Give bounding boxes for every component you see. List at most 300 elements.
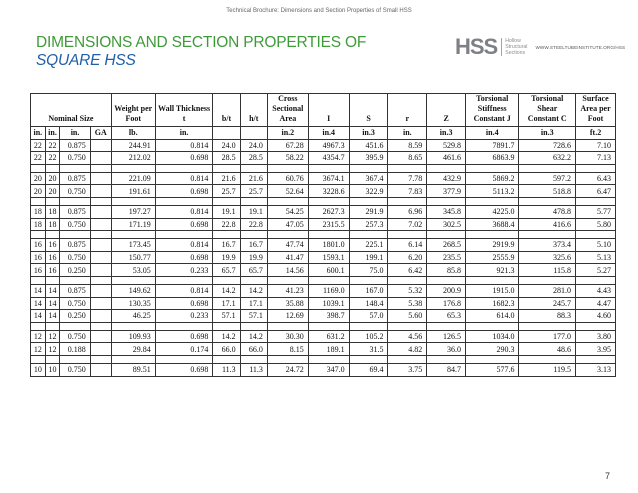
table-cell: 41.47 <box>267 251 308 264</box>
table-cell: 632.2 <box>519 152 576 165</box>
table-cell: 2315.5 <box>308 218 349 231</box>
table-cell: 7891.7 <box>466 139 519 152</box>
table-cell: 189.1 <box>308 343 349 356</box>
unit-cell: in. <box>155 127 213 140</box>
table-cell: 60.76 <box>267 172 308 185</box>
table-cell: 0.750 <box>60 218 90 231</box>
table-cell: 3688.4 <box>466 218 519 231</box>
table-cell: 21.6 <box>213 172 240 185</box>
table-cell: 65.3 <box>427 310 466 323</box>
spacer-cell <box>576 322 616 330</box>
table-cell: 0.750 <box>60 363 90 376</box>
hss-logo-mark: HSS <box>455 34 498 59</box>
table-cell: 52.64 <box>267 185 308 198</box>
table-cell: 16 <box>31 239 46 252</box>
header-torsional-stiffness: Torsional Stiffness Constant J <box>466 94 519 127</box>
table-cell: 3.95 <box>576 343 616 356</box>
table-cell: 19.9 <box>213 251 240 264</box>
table-cell: 24.72 <box>267 363 308 376</box>
unit-cell: ft.2 <box>576 127 616 140</box>
section-properties-table <box>30 93 616 377</box>
table-cell: 14 <box>31 310 46 323</box>
spacer-cell <box>388 197 427 205</box>
spacer-cell <box>576 164 616 172</box>
spacer-cell <box>308 276 349 284</box>
table-body <box>31 139 616 376</box>
unit-cell: in.3 <box>349 127 388 140</box>
unit-cell: GA <box>90 127 111 140</box>
table-row <box>31 251 616 264</box>
spacer-cell <box>45 276 60 284</box>
unit-cell: in. <box>45 127 60 140</box>
spacer-cell <box>427 276 466 284</box>
table-cell: 16 <box>45 239 60 252</box>
header-s: S <box>349 94 388 127</box>
spacer-cell <box>576 355 616 363</box>
title-line-1: DIMENSIONS AND SECTION PROPERTIES OF <box>36 34 367 51</box>
table-cell: 149.62 <box>111 284 155 297</box>
table-cell: 41.23 <box>267 284 308 297</box>
group-spacer-row <box>31 355 616 363</box>
table-cell: 1593.1 <box>308 251 349 264</box>
table-cell: 478.8 <box>519 205 576 218</box>
table-cell: 0.750 <box>60 297 90 310</box>
unit-cell <box>240 127 267 140</box>
table-cell: 18 <box>31 205 46 218</box>
table-cell: 6863.9 <box>466 152 519 165</box>
table-cell: 197.27 <box>111 205 155 218</box>
table-cell: 19.1 <box>240 205 267 218</box>
spacer-cell <box>308 355 349 363</box>
spacer-cell <box>90 231 111 239</box>
spacer-cell <box>155 276 213 284</box>
spacer-cell <box>427 197 466 205</box>
spacer-cell <box>349 276 388 284</box>
table-cell: 451.6 <box>349 139 388 152</box>
table-cell: 200.9 <box>427 284 466 297</box>
table-cell: 0.698 <box>155 363 213 376</box>
table-cell <box>90 139 111 152</box>
spacer-cell <box>31 164 46 172</box>
spacer-cell <box>111 276 155 284</box>
table-cell: 177.0 <box>519 330 576 343</box>
table-cell: 225.1 <box>349 239 388 252</box>
table-cell: 7.78 <box>388 172 427 185</box>
table-cell: 31.5 <box>349 343 388 356</box>
table-cell: 16 <box>31 264 46 277</box>
table-cell: 221.09 <box>111 172 155 185</box>
table-cell: 529.8 <box>427 139 466 152</box>
table-cell: 16.7 <box>240 239 267 252</box>
table-row <box>31 139 616 152</box>
table-cell: 22 <box>45 139 60 152</box>
header-area: Cross Sectional Area <box>267 94 308 127</box>
table-cell: 18 <box>45 205 60 218</box>
spacer-cell <box>111 197 155 205</box>
spacer-cell <box>388 164 427 172</box>
spacer-cell <box>213 231 240 239</box>
table-cell: 5.60 <box>388 310 427 323</box>
spacer-cell <box>60 197 90 205</box>
table-cell: 0.875 <box>60 284 90 297</box>
table-cell: 1169.0 <box>308 284 349 297</box>
table-row <box>31 205 616 218</box>
table-cell: 461.6 <box>427 152 466 165</box>
table-cell: 2627.3 <box>308 205 349 218</box>
spacer-cell <box>213 355 240 363</box>
table-cell: 5.13 <box>576 251 616 264</box>
spacer-cell <box>576 276 616 284</box>
table-cell: 0.875 <box>60 239 90 252</box>
spacer-cell <box>267 231 308 239</box>
table-units-row <box>31 127 616 140</box>
table-cell <box>90 152 111 165</box>
table-cell: 0.875 <box>60 205 90 218</box>
table-cell: 0.814 <box>155 239 213 252</box>
spacer-cell <box>576 197 616 205</box>
spacer-cell <box>466 355 519 363</box>
spacer-cell <box>519 164 576 172</box>
table-cell: 35.88 <box>267 297 308 310</box>
table-cell: 22.8 <box>240 218 267 231</box>
spacer-cell <box>388 322 427 330</box>
table-cell: 302.5 <box>427 218 466 231</box>
table-cell: 0.698 <box>155 185 213 198</box>
unit-cell: in.3 <box>519 127 576 140</box>
spacer-cell <box>349 197 388 205</box>
table-cell: 6.42 <box>388 264 427 277</box>
table-cell: 0.698 <box>155 152 213 165</box>
spacer-cell <box>349 322 388 330</box>
table-cell: 69.4 <box>349 363 388 376</box>
header-z: Z <box>427 94 466 127</box>
table-cell: 22 <box>31 152 46 165</box>
table-row <box>31 218 616 231</box>
unit-cell: in. <box>388 127 427 140</box>
spacer-cell <box>60 276 90 284</box>
spacer-cell <box>308 164 349 172</box>
table-row <box>31 297 616 310</box>
table-cell: 398.7 <box>308 310 349 323</box>
header-surface-area: Surface Area per Foot <box>576 94 616 127</box>
unit-cell: in.2 <box>267 127 308 140</box>
table-cell: 24.0 <box>240 139 267 152</box>
table-cell: 29.84 <box>111 343 155 356</box>
table-cell: 20 <box>31 185 46 198</box>
spacer-cell <box>349 355 388 363</box>
table-cell: 0.875 <box>60 139 90 152</box>
table-cell: 7.13 <box>576 152 616 165</box>
table-cell: 0.698 <box>155 218 213 231</box>
spacer-cell <box>31 355 46 363</box>
spacer-cell <box>31 231 46 239</box>
spacer-cell <box>90 322 111 330</box>
table-cell: 5.77 <box>576 205 616 218</box>
table-cell: 518.8 <box>519 185 576 198</box>
table-cell: 25.7 <box>240 185 267 198</box>
spacer-cell <box>267 164 308 172</box>
table-cell: 0.698 <box>155 330 213 343</box>
table-row <box>31 264 616 277</box>
table-cell: 5.80 <box>576 218 616 231</box>
unit-cell: in. <box>60 127 90 140</box>
table-cell: 66.0 <box>240 343 267 356</box>
table-cell: 88.3 <box>519 310 576 323</box>
table-cell: 1915.0 <box>466 284 519 297</box>
unit-cell: in.3 <box>427 127 466 140</box>
table-cell: 921.3 <box>466 264 519 277</box>
table-cell: 14 <box>31 284 46 297</box>
table-cell <box>90 218 111 231</box>
table-cell: 148.4 <box>349 297 388 310</box>
table-cell: 395.9 <box>349 152 388 165</box>
group-spacer-row <box>31 322 616 330</box>
spacer-cell <box>45 164 60 172</box>
spacer-cell <box>466 322 519 330</box>
table-cell: 614.0 <box>466 310 519 323</box>
table-cell <box>90 363 111 376</box>
table-cell: 36.0 <box>427 343 466 356</box>
spacer-cell <box>45 322 60 330</box>
table-cell: 171.19 <box>111 218 155 231</box>
table-cell: 109.93 <box>111 330 155 343</box>
table-cell: 0.814 <box>155 172 213 185</box>
table-cell: 167.0 <box>349 284 388 297</box>
unit-cell <box>213 127 240 140</box>
table-cell: 347.0 <box>308 363 349 376</box>
header-weight: Weight per Foot <box>111 94 155 127</box>
table-cell: 0.750 <box>60 152 90 165</box>
table-cell: 18 <box>45 218 60 231</box>
spacer-cell <box>213 164 240 172</box>
table-cell: 47.05 <box>267 218 308 231</box>
table-cell <box>90 264 111 277</box>
table-cell: 16 <box>45 251 60 264</box>
spacer-cell <box>45 231 60 239</box>
table-cell: 373.4 <box>519 239 576 252</box>
spacer-cell <box>240 164 267 172</box>
title-line-2: SQUARE HSS <box>36 52 136 69</box>
table-cell: 28.5 <box>240 152 267 165</box>
table-cell: 11.3 <box>240 363 267 376</box>
table-cell: 322.9 <box>349 185 388 198</box>
table-cell: 12.69 <box>267 310 308 323</box>
spacer-cell <box>240 231 267 239</box>
spacer-cell <box>90 276 111 284</box>
table-cell: 24.0 <box>213 139 240 152</box>
spacer-cell <box>427 231 466 239</box>
table-cell: 22 <box>45 152 60 165</box>
spacer-cell <box>240 197 267 205</box>
table-cell: 20 <box>31 172 46 185</box>
table-cell: 0.233 <box>155 264 213 277</box>
spacer-cell <box>388 276 427 284</box>
table-cell: 105.2 <box>349 330 388 343</box>
table-cell: 115.8 <box>519 264 576 277</box>
unit-cell: in.4 <box>466 127 519 140</box>
spacer-cell <box>466 231 519 239</box>
table-cell <box>90 239 111 252</box>
table-cell: 20 <box>45 185 60 198</box>
table-row <box>31 152 616 165</box>
spacer-cell <box>155 197 213 205</box>
table-cell: 16 <box>31 251 46 264</box>
table-cell: 126.5 <box>427 330 466 343</box>
table-cell: 3.80 <box>576 330 616 343</box>
table-cell: 235.5 <box>427 251 466 264</box>
table-cell: 257.3 <box>349 218 388 231</box>
table-cell: 6.20 <box>388 251 427 264</box>
table-cell: 0.188 <box>60 343 90 356</box>
table-cell: 54.25 <box>267 205 308 218</box>
table-cell: 367.4 <box>349 172 388 185</box>
spacer-cell <box>466 164 519 172</box>
table-cell <box>90 185 111 198</box>
table-cell: 11.3 <box>213 363 240 376</box>
table-cell: 66.0 <box>213 343 240 356</box>
table-cell: 191.61 <box>111 185 155 198</box>
table-cell: 3.75 <box>388 363 427 376</box>
table-cell: 18 <box>31 218 46 231</box>
table-cell: 14 <box>45 310 60 323</box>
header-i: I <box>308 94 349 127</box>
spacer-cell <box>308 322 349 330</box>
spacer-cell <box>240 322 267 330</box>
table-cell: 291.9 <box>349 205 388 218</box>
table-cell: 14.2 <box>213 330 240 343</box>
brand-word: Sections <box>505 50 526 56</box>
table-cell: 5.32 <box>388 284 427 297</box>
header-nominal-size: Nominal Size <box>31 94 112 127</box>
table-cell: 0.750 <box>60 185 90 198</box>
spacer-cell <box>427 322 466 330</box>
table-cell: 8.59 <box>388 139 427 152</box>
header-wall-thickness: Wall Thickness t <box>155 94 213 127</box>
brand-url: WWW.STEELTUBEINSTITUTE.ORG/HSS <box>535 44 626 50</box>
table-cell: 57.0 <box>349 310 388 323</box>
table-cell: 0.698 <box>155 251 213 264</box>
spacer-cell <box>267 197 308 205</box>
spacer-cell <box>267 355 308 363</box>
spacer-cell <box>466 276 519 284</box>
table-cell: 17.1 <box>240 297 267 310</box>
table-cell: 6.47 <box>576 185 616 198</box>
table-cell: 14.56 <box>267 264 308 277</box>
table-cell: 119.5 <box>519 363 576 376</box>
spacer-cell <box>60 355 90 363</box>
table-cell <box>90 284 111 297</box>
spacer-cell <box>155 322 213 330</box>
table-cell: 173.45 <box>111 239 155 252</box>
table-cell: 130.35 <box>111 297 155 310</box>
spacer-cell <box>519 231 576 239</box>
spacer-cell <box>90 197 111 205</box>
table-cell: 67.28 <box>267 139 308 152</box>
table-cell: 0.750 <box>60 251 90 264</box>
page-number: 7 <box>604 471 610 481</box>
table-cell: 1034.0 <box>466 330 519 343</box>
table-row <box>31 284 616 297</box>
table-cell: 4.47 <box>576 297 616 310</box>
spacer-cell <box>519 276 576 284</box>
table-cell: 14 <box>31 297 46 310</box>
page-title <box>36 34 366 70</box>
spacer-cell <box>60 164 90 172</box>
spacer-cell <box>427 164 466 172</box>
table-cell: 597.2 <box>519 172 576 185</box>
table-cell: 0.750 <box>60 330 90 343</box>
table-cell: 0.814 <box>155 205 213 218</box>
table-cell: 22.8 <box>213 218 240 231</box>
table-cell <box>90 310 111 323</box>
table-row <box>31 172 616 185</box>
table-cell: 577.6 <box>466 363 519 376</box>
table-cell: 1039.1 <box>308 297 349 310</box>
table-cell: 25.7 <box>213 185 240 198</box>
table-cell: 4.82 <box>388 343 427 356</box>
table-cell: 12 <box>31 343 46 356</box>
group-spacer-row <box>31 197 616 205</box>
table-cell: 12 <box>45 343 60 356</box>
table-cell: 245.7 <box>519 297 576 310</box>
table-cell: 22 <box>31 139 46 152</box>
section-properties-table-wrapper <box>30 93 616 377</box>
spacer-cell <box>31 276 46 284</box>
table-cell: 0.233 <box>155 310 213 323</box>
header-b-t: b/t <box>213 94 240 127</box>
table-cell: 28.5 <box>213 152 240 165</box>
table-cell: 10 <box>45 363 60 376</box>
table-cell <box>90 297 111 310</box>
spacer-cell <box>349 231 388 239</box>
table-row <box>31 363 616 376</box>
table-cell: 48.6 <box>519 343 576 356</box>
spacer-cell <box>111 231 155 239</box>
table-cell: 65.7 <box>240 264 267 277</box>
table-header-row <box>31 94 616 127</box>
table-cell: 8.65 <box>388 152 427 165</box>
table-cell: 3228.6 <box>308 185 349 198</box>
table-cell: 65.7 <box>213 264 240 277</box>
table-cell: 7.02 <box>388 218 427 231</box>
table-row <box>31 343 616 356</box>
table-cell <box>90 330 111 343</box>
table-cell: 728.6 <box>519 139 576 152</box>
table-cell: 57.1 <box>213 310 240 323</box>
table-cell: 199.1 <box>349 251 388 264</box>
spacer-cell <box>45 355 60 363</box>
table-cell: 4967.3 <box>308 139 349 152</box>
spacer-cell <box>466 197 519 205</box>
spacer-cell <box>111 322 155 330</box>
table-cell: 268.5 <box>427 239 466 252</box>
table-cell: 16.7 <box>213 239 240 252</box>
spacer-cell <box>111 355 155 363</box>
spacer-cell <box>388 355 427 363</box>
spacer-cell <box>576 231 616 239</box>
table-cell: 46.25 <box>111 310 155 323</box>
table-cell: 5.27 <box>576 264 616 277</box>
table-cell: 12 <box>31 330 46 343</box>
table-cell: 212.02 <box>111 152 155 165</box>
table-cell: 1682.3 <box>466 297 519 310</box>
table-cell: 432.9 <box>427 172 466 185</box>
table-cell: 325.6 <box>519 251 576 264</box>
table-row <box>31 330 616 343</box>
spacer-cell <box>240 276 267 284</box>
spacer-cell <box>267 276 308 284</box>
hss-logo-words <box>501 38 527 56</box>
